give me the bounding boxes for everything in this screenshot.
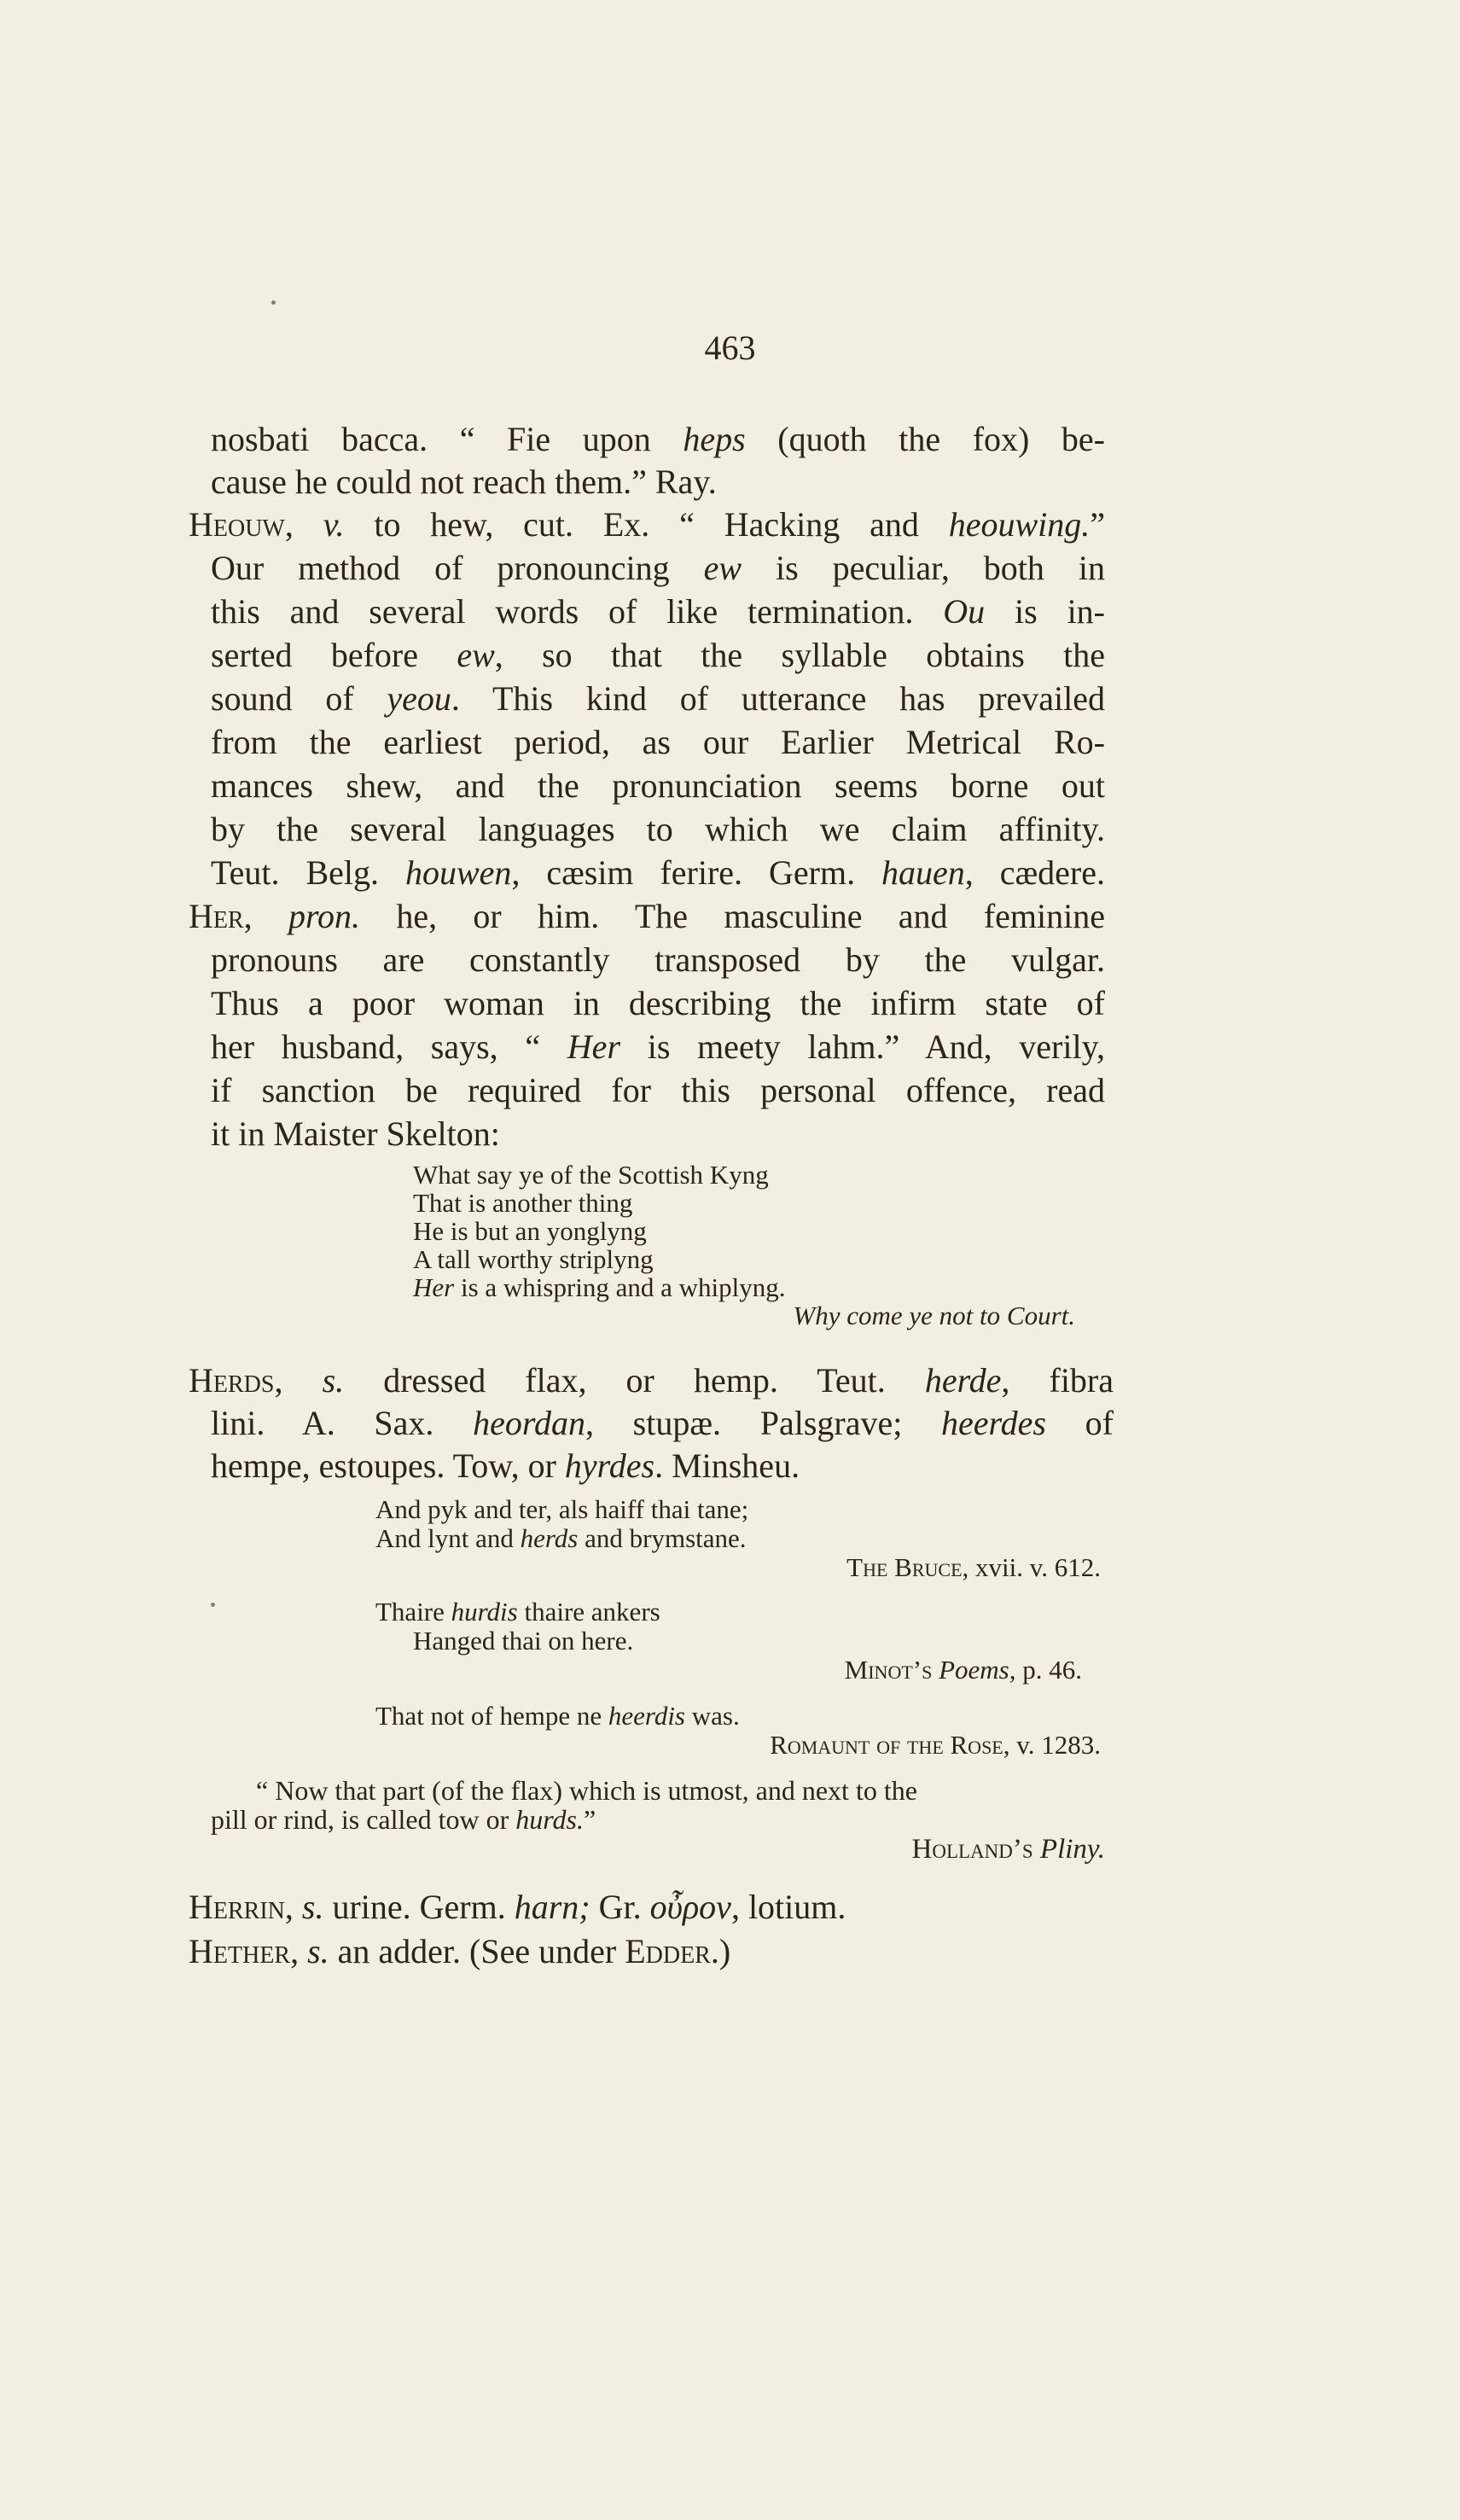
verse-line: What say ye of the Scottish Kyng — [413, 1160, 769, 1190]
citation: Romaunt of the Rose, v. 1283. — [770, 1730, 1101, 1760]
entry-her: Her, pron. he, or him. The masculine and feminine — [189, 897, 1105, 935]
text-line: lini. A. Sax. heordan, stupæ. Palsgrave; heerdes of — [211, 1404, 1114, 1442]
paper-speck — [211, 1603, 215, 1607]
quote-line: “ Now that part (of the flax) which is utmost, and next to the — [256, 1775, 917, 1806]
entry-heouw: Heouw, v. to hew, cut. Ex. “ Hacking and heouwing.” — [189, 505, 1105, 544]
headword: Herrin, — [189, 1888, 294, 1926]
entry-herds: Herds, s. dressed flax, or hemp. Teut. herde, fibra — [189, 1361, 1114, 1400]
quote-line: pill or rind, is called tow or hurds.” — [211, 1804, 596, 1835]
text-line: Teut. Belg. houwen, cæsim ferire. Germ. hauen, cædere. — [211, 853, 1105, 892]
citation: Minot’s Poems, p. 46. — [844, 1655, 1082, 1685]
text-line: Thus a poor woman in describing the infirm state of — [211, 984, 1105, 1022]
text-line: hempe, estoupes. Tow, or hyrdes. Minsheu. — [211, 1446, 800, 1485]
text-line: mances shew, and the pronunciation seems borne out — [211, 766, 1105, 805]
text-line: by the several languages to which we claim affinity. — [211, 810, 1105, 848]
text-line: from the earliest period, as our Earlier Metrical Ro- — [211, 723, 1105, 761]
verse-line: And pyk and ter, als haiff thai tane; — [375, 1494, 749, 1524]
headword: Heouw, — [189, 505, 294, 544]
entry-herrin: Herrin, s. urine. Germ. harn; Gr. οὖρον, lotium. — [189, 1888, 846, 1926]
headword: Hether, — [189, 1932, 300, 1970]
verse-line: Thaire hurdis thaire ankers — [375, 1597, 660, 1627]
verse-line: Hanged thai on here. — [413, 1626, 634, 1656]
text-line: her husband, says, “ Her is meety lahm.” And, verily, — [211, 1027, 1105, 1066]
citation: Why come ye not to Court. — [793, 1301, 1075, 1330]
text-line: Our method of pronouncing ew is peculiar, both in — [211, 549, 1105, 587]
headword: Her, — [189, 897, 253, 935]
verse-line: That is another thing — [413, 1188, 633, 1218]
verse-line: He is but an yonglyng — [413, 1216, 647, 1246]
text-line: serted before ew, so that the syllable obtains the — [211, 636, 1105, 674]
text-line: it in Maister Skelton: — [211, 1115, 500, 1153]
text-line: nosbati bacca. “ Fie upon heps (quoth the fox) be- — [211, 420, 1106, 458]
headword: Herds, — [189, 1361, 283, 1400]
verse-line: And lynt and herds and brymstane. — [375, 1523, 747, 1553]
page-number: 463 — [704, 329, 756, 367]
citation: The Bruce, xvii. v. 612. — [846, 1552, 1101, 1582]
text-line: pronouns are constantly transposed by the vulgar. — [211, 940, 1105, 979]
text-line: this and several words of like termination. Ou is in- — [211, 592, 1105, 631]
citation: Holland’s Pliny. — [911, 1834, 1105, 1865]
text-line: if sanction be required for this personal offence, read — [211, 1071, 1105, 1109]
verse-line: A tall worthy striplyng — [413, 1244, 654, 1274]
verse-line: That not of hempe ne heerdis was. — [375, 1701, 740, 1731]
entry-hether: Hether, s. an adder. (See under Edder.) — [189, 1932, 731, 1970]
paper-speck — [271, 300, 276, 305]
verse-line: Her is a whispring and a whiplyng. — [413, 1272, 786, 1302]
text-line: cause he could not reach them.” Ray. — [211, 463, 717, 501]
text-line: sound of yeou. This kind of utterance has prevailed — [211, 679, 1105, 718]
